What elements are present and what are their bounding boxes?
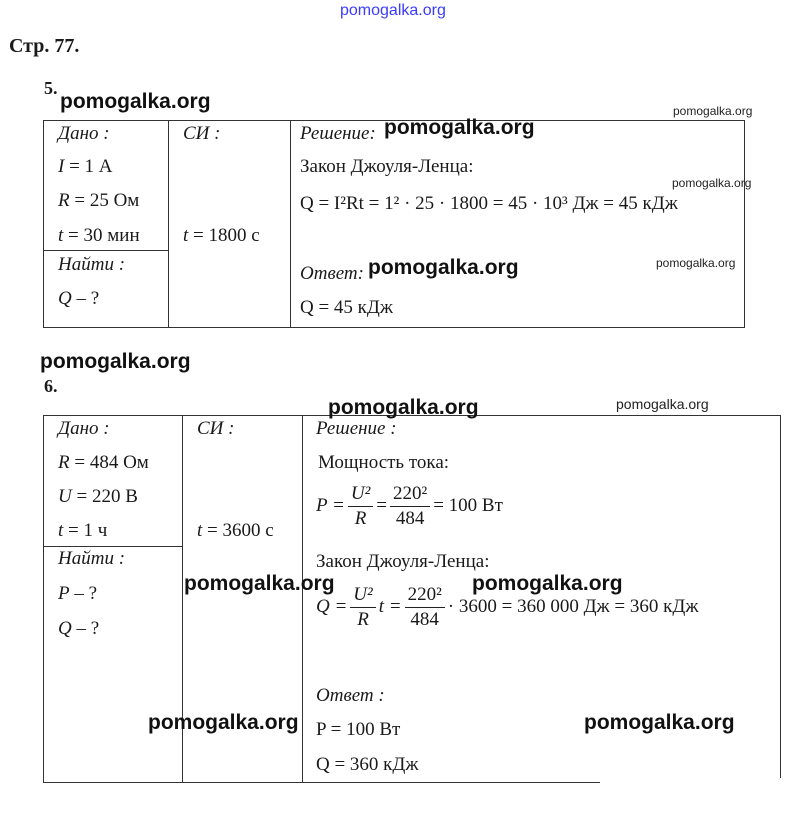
problem-5-answer-label: Ответ: bbox=[300, 263, 364, 284]
eq1-fraction-2: $\frac{\text{220²}}{484}$ bbox=[390, 482, 430, 531]
problem-5-solution-label: Решение: bbox=[300, 123, 376, 144]
watermark: pomogalka.org bbox=[60, 90, 211, 113]
bottom-right-mask bbox=[600, 778, 795, 830]
eq2-fraction-1: $\frac{\text{U²}}{R}$ bbox=[350, 583, 375, 632]
problem-5-number: 5. bbox=[44, 78, 58, 98]
problem-6-given-u: U = 220 В bbox=[58, 486, 138, 507]
problem-6-given-r: R = 484 Ом bbox=[58, 452, 149, 473]
eq1-fraction-1: $\frac{\text{U²}}{R}$ bbox=[348, 482, 373, 531]
eq2-fraction-2: $\frac{\text{220²}}{484}$ bbox=[405, 583, 445, 632]
eq2-mid: t = bbox=[378, 595, 402, 617]
problem-6-power-equation bbox=[316, 482, 503, 531]
problem-5-given-r: R = 25 Ом bbox=[58, 190, 140, 211]
problem-5-equation: Q = I²Rt = 1² · 25 · 1800 = 45 · 10³ Дж = 45 кДж bbox=[300, 193, 678, 214]
eq1-lhs: P = bbox=[316, 494, 345, 516]
problem-6-find-q: Q – ? bbox=[58, 618, 100, 639]
problem-5-divider-2 bbox=[290, 120, 291, 328]
problem-6-answer-p: P = 100 Вт bbox=[316, 719, 401, 740]
problem-6-find-p: P – ? bbox=[58, 583, 98, 604]
problem-5-answer: Q = 45 кДж bbox=[300, 297, 394, 318]
watermark: pomogalka.org bbox=[40, 350, 191, 373]
problem-6-find-label: Найти : bbox=[58, 548, 126, 569]
page-header: Стр. 77. bbox=[9, 35, 80, 57]
problem-5-given-find-divider bbox=[43, 250, 168, 251]
watermark: pomogalka.org bbox=[472, 572, 623, 595]
watermark-small: pomogalka.org bbox=[616, 396, 709, 412]
watermark: pomogalka.org bbox=[184, 572, 335, 595]
problem-6-si-label: СИ : bbox=[197, 418, 235, 439]
problem-6-answer-q: Q = 360 кДж bbox=[316, 754, 419, 775]
watermark-small: pomogalka.org bbox=[656, 256, 736, 270]
watermark: pomogalka.org bbox=[328, 396, 479, 419]
problem-6-divider-2 bbox=[302, 415, 303, 783]
eq1-equals: = bbox=[376, 494, 387, 516]
problem-5-divider-1 bbox=[168, 120, 169, 328]
problem-6-number: 6. bbox=[44, 376, 58, 396]
problem-6-power-title: Мощность тока: bbox=[318, 452, 450, 473]
eq2-lhs: Q = bbox=[316, 595, 348, 617]
watermark: pomogalka.org bbox=[584, 711, 735, 734]
problem-5-given-label: Дано : bbox=[58, 123, 110, 144]
watermark-top: pomogalka.org bbox=[340, 2, 446, 19]
eq1-result: = 100 Вт bbox=[433, 494, 503, 516]
problem-6-solution-label: Решение : bbox=[316, 418, 397, 439]
problem-6-given-find-divider bbox=[43, 546, 182, 547]
problem-6-given-t: t = 1 ч bbox=[58, 520, 108, 541]
watermark: pomogalka.org bbox=[384, 116, 535, 139]
problem-6-answer-label: Ответ : bbox=[316, 685, 385, 706]
problem-6-si-t: t = 3600 с bbox=[197, 520, 274, 541]
watermark: pomogalka.org bbox=[148, 711, 299, 734]
problem-5-table bbox=[43, 120, 745, 328]
problem-5-given-t: t = 30 мин bbox=[58, 225, 140, 246]
problem-5-law: Закон Джоуля-Ленца: bbox=[300, 156, 474, 177]
problem-5-find-label: Найти : bbox=[58, 254, 126, 275]
problem-5-given-i: I = 1 А bbox=[58, 156, 113, 177]
problem-6-law: Закон Джоуля-Ленца: bbox=[316, 551, 490, 572]
problem-5-si-label: СИ : bbox=[183, 123, 221, 144]
problem-5-find-q: Q – ? bbox=[58, 288, 100, 309]
problem-5-si-t: t = 1800 с bbox=[183, 225, 260, 246]
problem-6-given-label: Дано : bbox=[58, 418, 110, 439]
eq2-result: · 3600 = 360 000 Дж = 360 кДж bbox=[447, 595, 699, 617]
watermark: pomogalka.org bbox=[368, 256, 519, 279]
watermark-small: pomogalka.org bbox=[673, 104, 753, 118]
watermark-small: pomogalka.org bbox=[672, 176, 752, 190]
